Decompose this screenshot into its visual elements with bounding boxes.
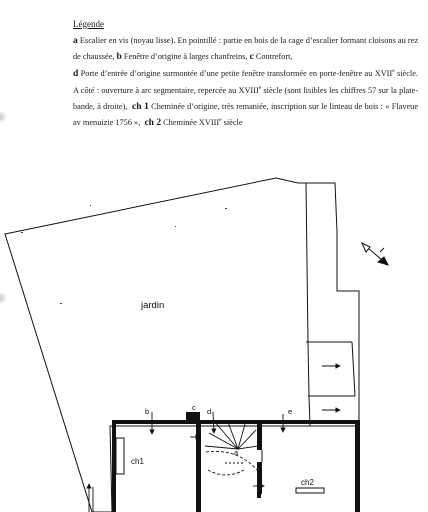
legend-key-d: d bbox=[73, 69, 79, 80]
legend-text-d-1: Porte d’entrée d’origine surmontée d’une petite fenêtre transformée en porte-fenêtre au XVII bbox=[80, 69, 393, 79]
label-ch1: ch1 bbox=[131, 457, 144, 466]
garden-label: jardin bbox=[141, 300, 165, 311]
label-d: d bbox=[207, 407, 212, 416]
label-ch2: ch2 bbox=[301, 478, 314, 487]
legend-key-ch1: ch 1 bbox=[132, 101, 149, 112]
label-c: c bbox=[192, 403, 196, 412]
label-b: b bbox=[145, 407, 150, 416]
building-walls bbox=[112, 412, 360, 512]
legend-text-b: Fenêtre d’origine à larges chanfreins, bbox=[123, 52, 248, 62]
spiral-staircase bbox=[205, 421, 258, 475]
legend-title: Légende bbox=[73, 19, 104, 29]
label-e: e bbox=[288, 407, 293, 416]
legend-key-c: c bbox=[249, 52, 254, 63]
legend-text-c: Contrefort, bbox=[255, 52, 293, 62]
label-a: a bbox=[234, 448, 239, 457]
legend-sup-d-1: e bbox=[392, 68, 395, 75]
chimney-ch2 bbox=[296, 488, 324, 493]
legend-text-d-2: siècle. A côté : ouverture à arc segmentaire, repercée au XVIII bbox=[73, 69, 418, 95]
legend-text-a: Escalier en vis (noyau lisse). En pointillé : partie en bois de la cage d’escalier formant cloisons au rez de chaussée, bbox=[73, 35, 418, 62]
annex-boxes bbox=[306, 183, 355, 426]
legend-text-ch2-1: Cheminée XVIII bbox=[163, 118, 220, 128]
legend-key-b: b bbox=[116, 52, 122, 63]
north-arrow-icon bbox=[362, 243, 388, 265]
scan-specks bbox=[21, 205, 227, 304]
legend-sup-ch2: e bbox=[219, 117, 222, 124]
legend-key-a: a bbox=[73, 35, 78, 46]
legend-text-ch1: Cheminée d’origine, très remaniée, inscription sur le linteau de bois : « Flaveue av menuizie 1756 », bbox=[73, 101, 419, 128]
legend-sup-d-2: e bbox=[258, 85, 262, 92]
chimney-ch1 bbox=[116, 438, 124, 474]
legend-text-ch2-2: siècle bbox=[221, 118, 243, 128]
legend-text-d-3: siècle (sont lisibles les chiffres 57 sur la plate-bande, à droite), bbox=[73, 85, 418, 111]
legend-key-ch2: ch 2 bbox=[144, 118, 162, 129]
garden-parcel bbox=[5, 178, 359, 512]
